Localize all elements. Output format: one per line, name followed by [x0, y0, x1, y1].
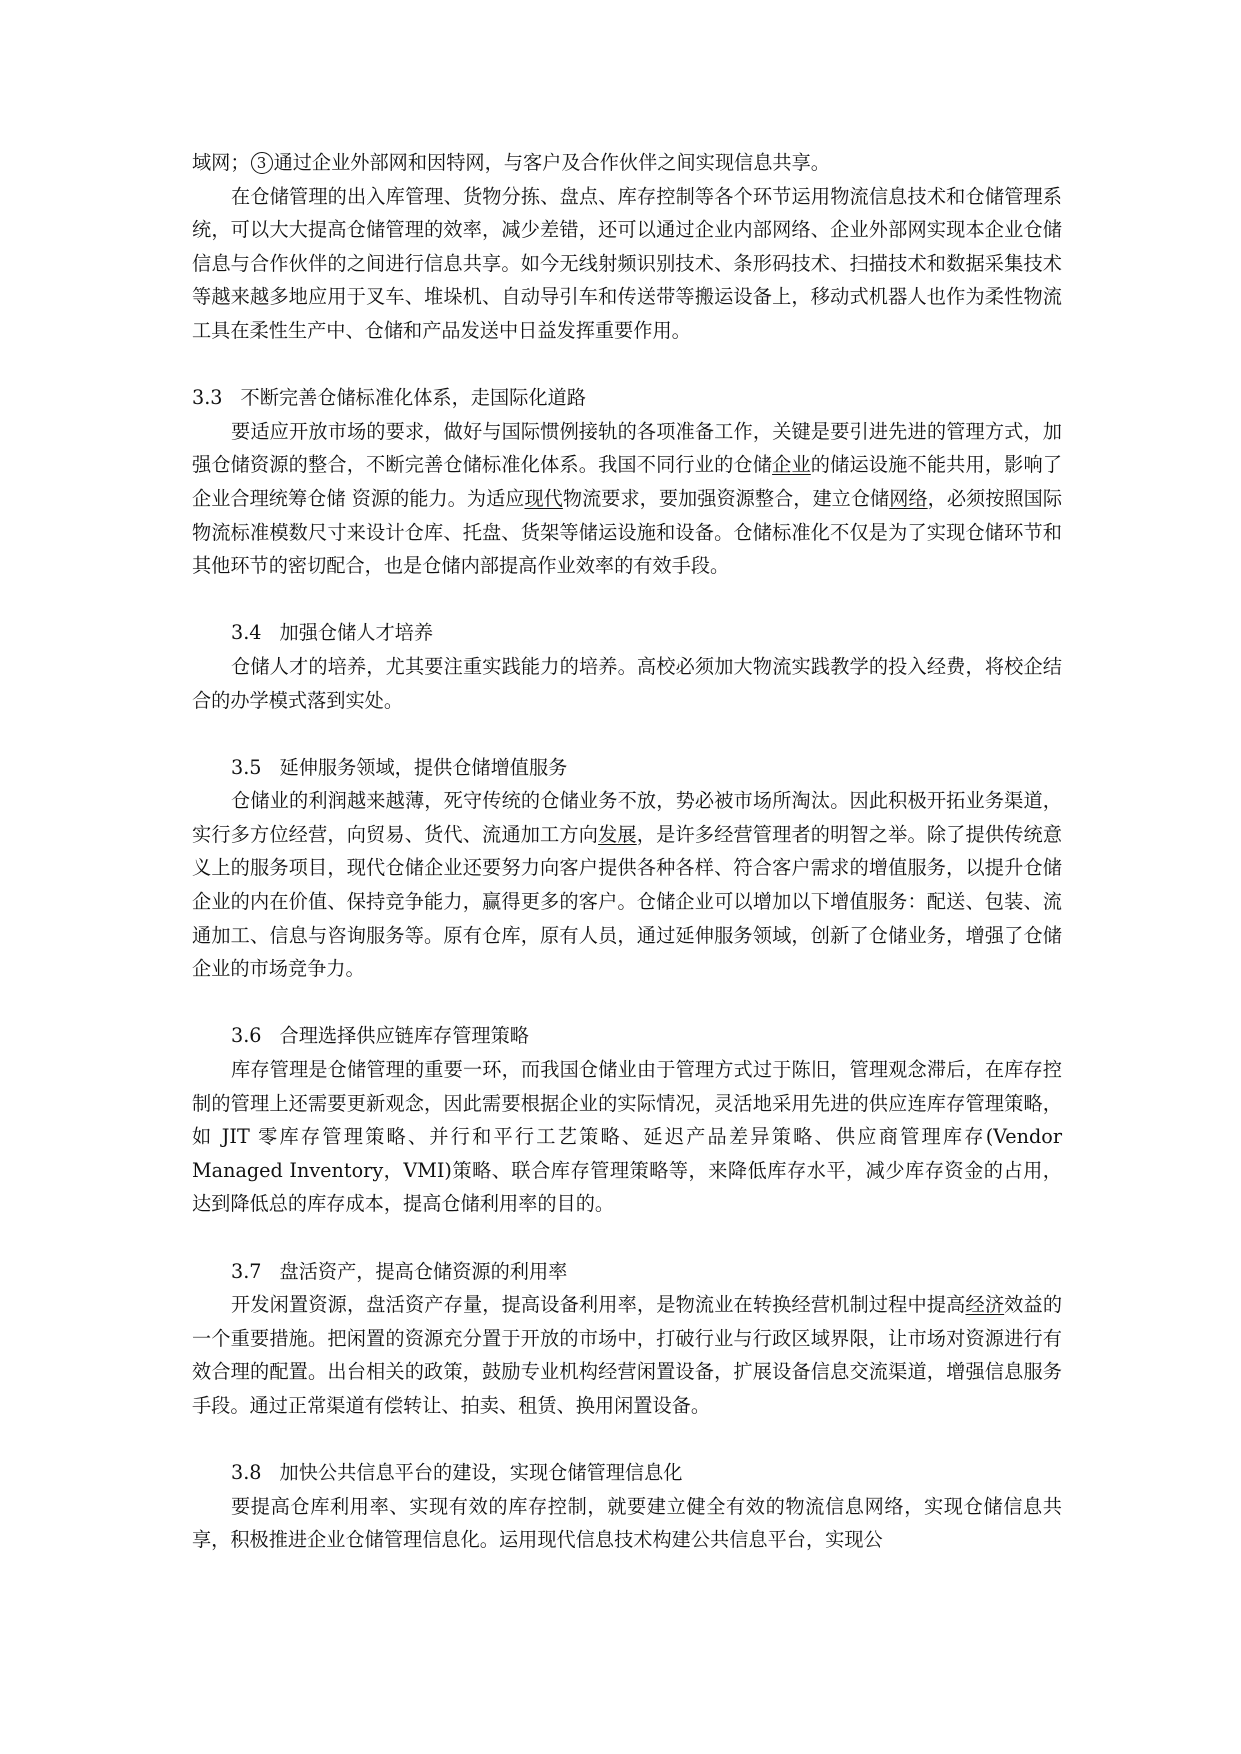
- section-heading-3-3: [192, 381, 1062, 415]
- section-title: 延伸服务领域，提供仓储增值服务: [279, 755, 568, 779]
- section-number: 3.4: [231, 621, 262, 645]
- paragraph-3-7: [192, 1288, 1062, 1422]
- section-heading-3-4: [192, 616, 1062, 650]
- paragraph-continued: [192, 146, 1062, 180]
- section-number: 3.5: [231, 755, 262, 779]
- section-number: 3.7: [231, 1259, 262, 1283]
- text-run: 开发闲置资源，盘活资产存量，提高设备利用率，是物流业在转换经营机制过程中提高: [231, 1293, 966, 1317]
- text-run: 仓储业的利润越来越薄，死守传统的仓储业务不放，势必被市场所淘汰。因此积极开拓业务渠道，实行多方位经营，向贸易、货代、流通加工方向: [192, 789, 1062, 846]
- section-heading-3-5: [192, 751, 1062, 785]
- paragraph-3-5: [192, 784, 1062, 986]
- text-run: ，是许多经营管理者的明智之举。除了提供传统意义上的服务项目，现代仓储企业还要努力向客户提供各种各样、符合客户需求的增值服务，以提升仓储企业的内在价值、保持竞争能力，赢得更多的客户。仓储企业可以增加以下增值服务：配送、包装、流通加工、信息与咨询服务等。原有仓库，原有人员，通过延伸服务领域，创新了仓储业务，增强了仓储企业的市场竞争力。: [192, 822, 1063, 981]
- spacer: [192, 1221, 1062, 1255]
- paragraph-3-3: [192, 415, 1062, 583]
- paragraph-3-8: 要提高仓库利用率、实现有效的库存控制，就要建立健全有效的物流信息网络，实现仓储信息共享，积极推进企业仓储管理信息化。运用现代信息技术构建公共信息平台，实现公: [192, 1494, 1062, 1552]
- paragraph-3-6: 库存管理是仓储管理的重要一环，而我国仓储业由于管理方式过于陈旧，管理观念滞后，在库存控制的管理上还需要更新观念，因此需要根据企业的实际情况，灵活地采用先进的供应连库存管理策略，如 JIT 零库存管理策略、并行和平行工艺策略、延迟产品差异策略、供应商管理库存(Vendor Managed Inventory，VMI)策略、联合库存管理策略等，来降低库存水平，减少库存资金的占用，达到降低总的库存成本，提高仓储利用率的目的。: [192, 1058, 1062, 1216]
- text-run: 的储运设施不能共用，影响了企业合理统筹仓储 资源的能力。为适应: [192, 453, 1063, 510]
- text-run: 域网；: [192, 151, 250, 174]
- section-number: 3.8: [231, 1461, 262, 1485]
- section-title: 不断完善仓储标准化体系，走国际化道路: [240, 386, 586, 410]
- section-heading-3-6: [192, 1019, 1062, 1053]
- underlined-link[interactable]: 发展: [598, 822, 637, 846]
- text-run: 通过企业外部网和因特网，与客户及合作伙伴之间实现信息共享。: [273, 151, 830, 174]
- text-run: ，必须按照国际物流标准模数尺寸来设计仓库、托盘、货架等储运设施和设备。仓储标准化不仅是为了实现仓储环节和其他环节的密切配合，也是仓储内部提高作业效率的有效手段。: [192, 486, 1063, 578]
- text-run: 要适应开放市场的要求，做好与国际惯例接轨的各项准备工作，关键是要引进先进的管理方式，加强仓储资源的整合，不断完善仓储标准化体系。我国不同行业的仓储: [192, 419, 1062, 477]
- text-run: 效益的一个重要措施。把闲置的资源充分置于开放的市场中，打破行业与行政区域界限，让市场对资源进行有效合理的配置。出台相关的政策，鼓励专业机构经营闲置设备，扩展设备信息交流渠道，增强信息服务手段。通过正常渠道有偿转让、拍卖、租赁、换用闲置设备。: [192, 1293, 1063, 1417]
- underlined-link[interactable]: 经济: [965, 1293, 1005, 1317]
- section-heading-3-8: [192, 1456, 1062, 1490]
- spacer: [192, 1423, 1062, 1457]
- section-heading-3-7: [192, 1255, 1062, 1289]
- section-title: 合理选择供应链库存管理策略: [279, 1024, 529, 1048]
- text-run: 物流要求，要加强资源整合，建立仓储: [562, 486, 890, 510]
- circled-number: 3: [251, 152, 273, 174]
- section-number: 3.6: [231, 1024, 262, 1048]
- section-title: 加快公共信息平台的建设，实现仓储管理信息化: [279, 1461, 683, 1485]
- spacer: [192, 583, 1062, 617]
- underlined-link[interactable]: 现代: [524, 486, 563, 510]
- paragraph-wms: 在仓储管理的出入库管理、货物分拣、盘点、库存控制等各个环节运用物流信息技术和仓储管理系统，可以大大提高仓储管理的效率，减少差错，还可以通过企业内部网络、企业外部网实现本企业仓储信息与合作伙伴的之间进行信息共享。如今无线射频识别技术、条形码技术、扫描技术和数据采集技术等越来越多地应用于叉车、堆垛机、自动导引车和传送带等搬运设备上，移动式机器人也作为柔性物流工具在柔性生产中、仓储和产品发送中日益发挥重要作用。: [192, 184, 1062, 342]
- document-page: [192, 146, 1062, 1557]
- section-number: 3.3: [192, 386, 223, 410]
- section-title: 加强仓储人才培养: [279, 621, 434, 645]
- spacer: [192, 717, 1062, 751]
- underlined-link[interactable]: 企业: [772, 453, 811, 477]
- spacer: [192, 348, 1062, 382]
- spacer: [192, 986, 1062, 1020]
- underlined-link[interactable]: 网络: [889, 486, 928, 510]
- paragraph-3-4: 仓储人才的培养，尤其要注重实践能力的培养。高校必须加大物流实践教学的投入经费，将校企结合的办学模式落到实处。: [192, 654, 1062, 712]
- section-title: 盘活资产，提高仓储资源的利用率: [279, 1259, 568, 1283]
